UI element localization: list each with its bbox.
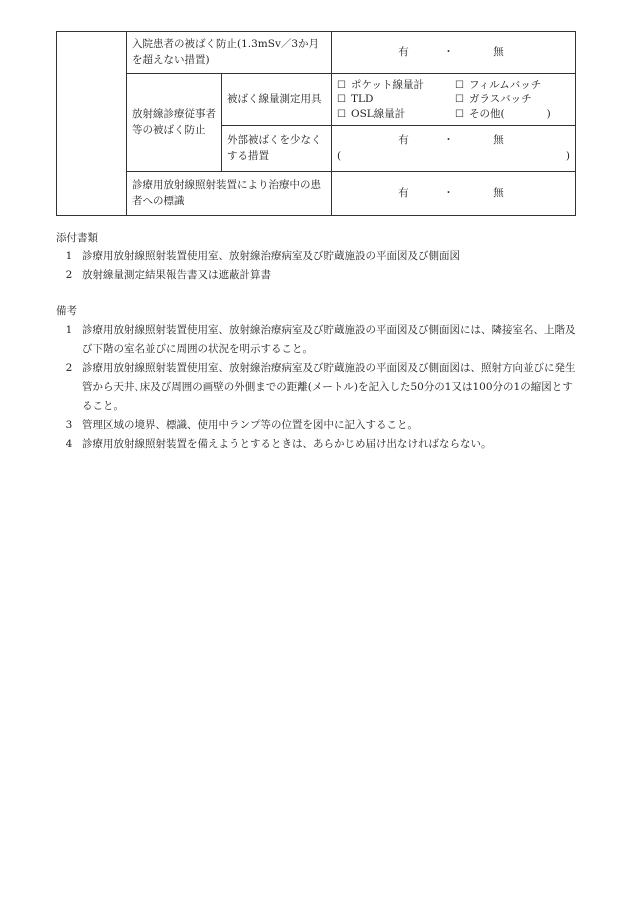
dosimeter-label: 被ばく線量測定用具 [222,74,332,126]
patient-sign-label: 診療用放射線照射装置により治療中の患者への標識 [127,172,332,216]
dosimeter-option[interactable]: ☐ ガラスバッチ [455,93,532,106]
list-item: 3 管理区域の境界、標識、使用中ランプ等の位置を図中に記入すること。 [65,419,418,431]
external-exposure-label: 外部被ばくを少なくする措置 [222,126,332,172]
yes-option[interactable]: 有 [398,45,409,58]
dosimeter-option[interactable]: ☐ OSL線量計 [337,107,406,120]
yes-option[interactable]: 有 [398,186,409,199]
yes-option[interactable]: 有 [398,134,409,147]
checkbox-icon[interactable]: ☐ [337,108,346,120]
dosimeter-option[interactable]: ☐ その他( ) [455,107,551,120]
separator-dot: ・ [443,134,454,147]
notes-list [56,321,578,454]
patient-sign-choice [332,172,576,216]
worker-exposure-label: 放射線診療従事者等の被ばく防止 [127,74,222,172]
dosimeter-option[interactable]: ☐ ポケット線量計 [337,78,424,91]
list-item: 1 診療用放射線照射装置使用室、放射線治療病室及び貯蔵施設の平面図及び側面図には、隣接室名、上階及び下階の室名並びに周囲の状況を明示すること。 [65,324,576,355]
checkbox-icon[interactable]: ☐ [455,108,464,120]
checkbox-icon[interactable]: ☐ [337,79,346,91]
list-item: 1 診療用放射線照射装置使用室、放射線治療病室及び貯蔵施設の平面図及び側面図 [65,250,460,262]
external-exposure-choice [332,126,576,172]
no-option[interactable]: 無 [493,186,504,199]
form-table [56,31,576,216]
dosimeter-options [332,74,576,126]
separator-dot: ・ [443,45,454,58]
list-item: 4 診療用放射線照射装置を備えようとするときは、あらかじめ届け出なければならない。 [65,438,492,450]
list-item: 2 放射線量測定結果報告書又は遮蔽計算書 [65,269,271,281]
inpatient-exposure-choice [332,32,576,74]
separator-dot: ・ [443,186,454,199]
checkbox-icon[interactable]: ☐ [337,94,346,106]
checkbox-icon[interactable]: ☐ [455,79,464,91]
inpatient-exposure-label: 入院患者の被ばく防止(1.3mSv／3か月を超えない措置) [127,32,332,74]
dosimeter-option[interactable]: ☐ フィルムバッチ [455,78,542,91]
dosimeter-option[interactable]: ☐ TLD [337,93,374,106]
no-option[interactable]: 無 [493,134,504,147]
external-exposure-detail-field[interactable]: ( ) [337,149,570,162]
list-item: 2 診療用放射線照射装置使用室、放射線治療病室及び貯蔵施設の平面図及び側面図は、照射方向並びに発生管から天井､床及び周囲の画壁の外側までの距離(メートル)を記入した50分の1又は100分の1の縮図とすること。 [65,362,576,412]
blank-left-cell [57,32,127,216]
attachments-list [56,247,578,285]
attachments-title: 添付書類 [56,232,98,244]
notes-title: 備考 [56,305,77,317]
no-option[interactable]: 無 [493,45,504,58]
checkbox-icon[interactable]: ☐ [455,94,464,106]
